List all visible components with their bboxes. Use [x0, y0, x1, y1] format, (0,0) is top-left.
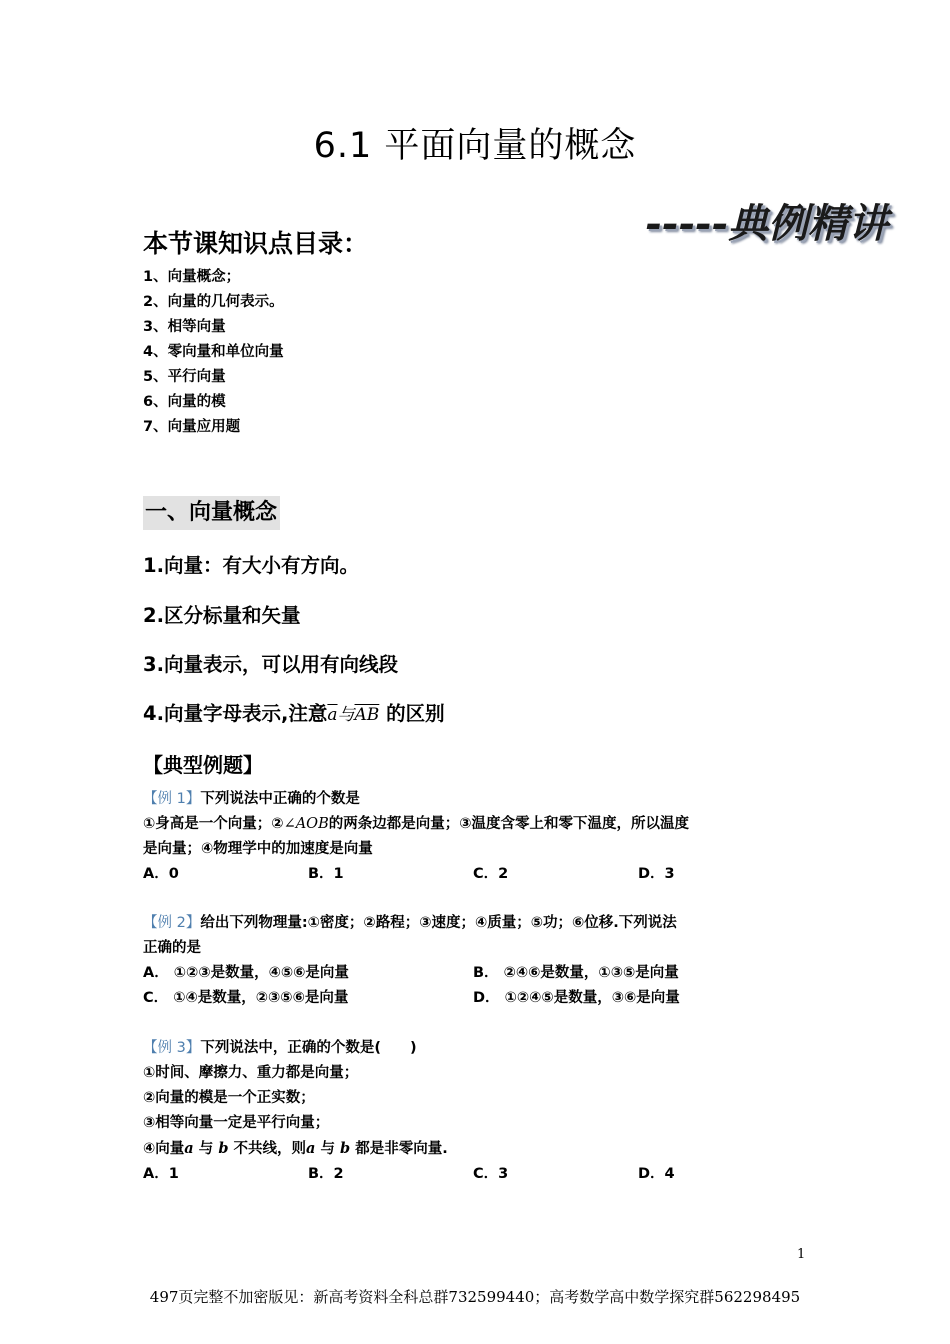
option-c: C． ①④是数量，②③⑤⑥是向量 [143, 990, 349, 1006]
vector-a: $\overline{a}$ [327, 705, 338, 725]
example-3-label: 【例 3】 [143, 1040, 201, 1056]
vector-b: b [340, 1140, 351, 1157]
option-a: A． ①②③是数量，④⑤⑥是向量 [143, 965, 349, 981]
example-2 [143, 911, 808, 1011]
example-1 [143, 787, 808, 887]
vector-a: a [184, 1140, 194, 1157]
option-d: D． ①②④⑤是数量，③⑥是向量 [473, 990, 680, 1006]
example-2-label: 【例 2】 [143, 915, 201, 931]
example-3-stem-line [143, 1036, 808, 1061]
toc-item: 1、向量概念； [143, 269, 241, 285]
example-2-stem: 给出下列物理量:①密度；②路程；③速度；④质量；⑤功；⑥位移.下列说法 [200, 915, 677, 931]
example-1-text: 的两条边都是向量；③温度含零上和零下温度，所以温度 [328, 816, 690, 832]
toc-list [143, 265, 284, 440]
option-c: C．3 [473, 1166, 509, 1182]
example-2-stem-line [143, 911, 808, 936]
vector-b: b [218, 1140, 229, 1157]
example-3-stem: 下列说法中，正确的个数是( ) [200, 1040, 417, 1056]
example-3-statement-2: ②向量的模是一个正实数； [143, 1090, 315, 1106]
examples-heading: 【典型例题】 [143, 753, 263, 777]
example-2-options-row-2 [143, 986, 803, 1011]
example-1-text: ①身高是一个向量；② [143, 816, 284, 832]
vector-connector: 与 [337, 705, 355, 725]
vector-ab: $\overline{AB}$ [354, 705, 380, 725]
example-1-stem: 下列说法中正确的个数是 [200, 791, 360, 807]
statement-text: 与 [320, 1141, 335, 1157]
toc-heading: 本节课知识点目录： [143, 229, 369, 258]
example-1-stem-line [143, 787, 808, 812]
angle-aob: ∠AOB [283, 816, 329, 832]
concept-point-1: 1.向量：有大小有方向。 [143, 554, 359, 577]
option-c: C．2 [473, 866, 509, 882]
toc-item: 6、向量的模 [143, 394, 226, 410]
toc-item: 2、向量的几何表示。 [143, 294, 284, 310]
subtitle: -----典例精讲 [645, 200, 889, 247]
example-1-options [143, 862, 803, 887]
concept-point-3: 3.向量表示，可以用有向线段 [143, 653, 398, 676]
option-d: D．3 [638, 866, 675, 882]
vector-a: a [306, 1140, 316, 1157]
option-b: B．1 [308, 866, 344, 882]
example-3 [143, 1036, 808, 1187]
option-b: B．2 [308, 1166, 344, 1182]
example-3-statement-4 [143, 1136, 808, 1162]
example-3-options [143, 1162, 803, 1187]
example-2-stem-2: 正确的是 [143, 940, 201, 956]
concept-point-4-post: 的区别 [386, 702, 445, 725]
concept-point-4-pre: 4.向量字母表示,注意 [143, 702, 328, 725]
example-3-statement-3: ③相等向量一定是平行向量； [143, 1115, 330, 1131]
option-a: A．1 [143, 1166, 179, 1182]
option-d: D．4 [638, 1166, 675, 1182]
statement-text: 都是非零向量. [355, 1141, 448, 1157]
example-2-options-row-1 [143, 961, 803, 986]
toc-item: 4、零向量和单位向量 [143, 344, 284, 360]
toc-item: 5、平行向量 [143, 369, 226, 385]
concept-point-2: 2.区分标量和矢量 [143, 604, 301, 627]
statement-text: 不共线，则 [233, 1141, 307, 1157]
example-1-line-2: 是向量；④物理学中的加速度是向量 [143, 841, 373, 857]
concept-point-4 [143, 698, 445, 726]
example-1-label: 【例 1】 [143, 791, 201, 807]
option-b: B． ②④⑥是数量，①③⑤是向量 [473, 965, 679, 981]
example-3-statement-1: ①时间、摩擦力、重力都是向量； [143, 1065, 359, 1081]
section-heading: 一、向量概念 [143, 496, 280, 530]
toc-item: 7、向量应用题 [143, 419, 241, 435]
page-title: 6.1 平面向量的概念 [313, 126, 637, 166]
page-number: 1 [797, 1247, 806, 1262]
statement-text: 与 [198, 1141, 214, 1157]
footer-note: 497页完整不加密版见：新高考资料全科总群732599440；高考数学高中数学探究群562298495 [149, 1288, 801, 1306]
option-a: A．0 [143, 866, 179, 882]
example-1-line-1 [143, 812, 808, 837]
toc-item: 3、相等向量 [143, 319, 226, 335]
statement-text: ④向量 [143, 1141, 185, 1157]
